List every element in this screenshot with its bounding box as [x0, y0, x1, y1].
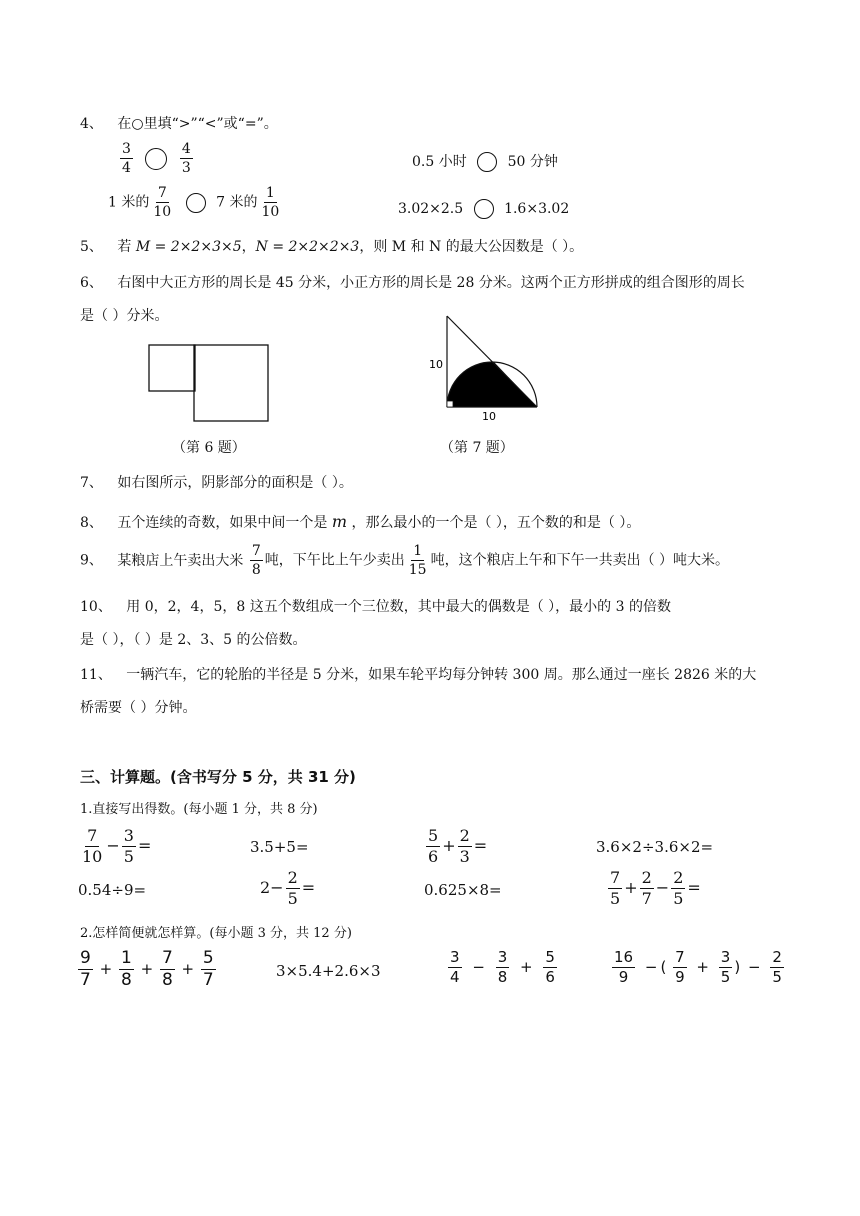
fraction: $\frac{2}{5}$: [673, 868, 684, 908]
compare-circle[interactable]: [474, 199, 494, 219]
question-text: 若: [117, 239, 132, 255]
calc-5: 0.54÷9=: [78, 881, 147, 899]
fraction: $\frac{5}{6}$: [428, 826, 439, 866]
q5-line: [80, 236, 583, 256]
fraction: $\frac{3}{8}$: [497, 948, 508, 986]
fraction: $\frac{5}{7}$: [202, 948, 214, 990]
small-square: [149, 345, 195, 391]
question-number: 10、: [80, 599, 112, 615]
calc-6: 2− $\frac{2}{5}$ =: [260, 868, 316, 908]
compare-circle[interactable]: [186, 193, 206, 213]
fraction: $\frac{4}{3}$: [181, 141, 191, 176]
q10-line2: 是（ ），（ ）是 2、3、5 的公倍数。: [80, 632, 307, 648]
q10-line1: [80, 596, 671, 616]
question-text: 某粮店上午卖出大米: [117, 552, 244, 569]
fraction: $\frac{3}{5}$: [123, 826, 134, 866]
base-length-label: 10: [482, 410, 496, 423]
question-text: 五个连续的奇数，如果中间一个是: [117, 515, 328, 531]
fraction: $\frac{1}{10}$: [261, 185, 280, 220]
calc-4: 3.6×2÷3.6×2=: [596, 838, 714, 856]
compare-left: 3.02×2.5: [398, 201, 464, 217]
question-text: 右图中大正方形的周长是 45 分米，小正方形的周长是 28 分米。这两个正方形拼成的组合图形的周长: [117, 275, 745, 291]
question-text: ，那么最小的一个是（ ），五个数的和是（ ）。: [351, 515, 641, 531]
compare-left: 0.5 小时: [412, 154, 467, 170]
fraction: $\frac{2}{5}$: [772, 948, 782, 986]
fraction: $\frac{7}{10}$: [82, 826, 103, 866]
calc-7: 0.625×8=: [424, 881, 502, 899]
simplify-2: 3×5.4+2.6×3: [276, 962, 381, 980]
question-number: 9、: [80, 552, 103, 569]
question-text: ，则 M 和 N 的最大公因数是（ ）。: [359, 239, 584, 255]
fraction: $\frac{16}{9}$: [614, 948, 634, 986]
question-number: 6、: [80, 275, 103, 291]
q9-line: [80, 544, 729, 577]
question-number: 11、: [80, 667, 112, 683]
q11-line2: 桥需要（ ）分钟。: [80, 700, 197, 716]
q4-compare-c: [108, 186, 283, 219]
calc-3: $\frac{5}{6}$ + $\frac{2}{3}$ =: [428, 826, 488, 866]
question-number: 4、: [80, 116, 103, 132]
variable-m: m: [331, 512, 347, 531]
question-text: 用 0，2，4，5，8 这五个数组成一个三位数，其中最大的偶数是（ ），最小的 3 的倍数: [126, 599, 671, 615]
calc-8: $\frac{7}{5}$ + $\frac{2}{7}$ − $\frac{2}{5}$ =: [610, 868, 701, 908]
q6-line1: [80, 272, 745, 292]
simplify-3: $\frac{3}{4}$ − $\frac{3}{8}$ + $\frac{5}{6}$: [450, 948, 555, 986]
question-text: ，: [241, 239, 256, 255]
fraction: $\frac{2}{5}$: [287, 868, 298, 908]
fraction: $\frac{9}{7}$: [80, 948, 91, 990]
side-length-label: 10: [429, 358, 443, 371]
compare-circle[interactable]: [145, 148, 167, 170]
compare-right: 1.6×3.02: [504, 201, 570, 217]
q6-line2: 是（ ）分米。: [80, 308, 169, 324]
fraction: $\frac{7}{8}$: [251, 543, 261, 578]
question-text: 吨，这个粮店上午和下午一共卖出（ ）吨大米。: [430, 552, 730, 569]
fraction: $\frac{3}{5}$: [720, 948, 731, 986]
question-number: 8、: [80, 515, 103, 531]
expression-n: N = 2×2×2×3: [255, 239, 360, 255]
figure-6-caption: （第 6 题）: [172, 440, 246, 456]
fraction: $\frac{7}{10}$: [153, 185, 172, 220]
q11-line1: [80, 664, 756, 684]
question-text: 如右图所示，阴影部分的面积是（ ）。: [117, 475, 353, 491]
fraction: $\frac{2}{3}$: [459, 826, 470, 866]
section-title: 三、计算题。(含书写分 5 分，共 31 分): [80, 768, 356, 786]
fraction: $\frac{1}{8}$: [120, 948, 132, 990]
fraction: $\frac{7}{9}$: [675, 948, 685, 986]
right-angle-mark: [447, 401, 453, 407]
fraction: $\frac{3}{4}$: [450, 948, 460, 986]
fraction: $\frac{1}{15}$: [408, 543, 427, 578]
figure-6-squares: [148, 344, 270, 424]
q7-line: [80, 472, 353, 492]
fraction: $\frac{5}{6}$: [545, 948, 555, 986]
q4-compare-a: [118, 142, 195, 175]
figure-7-caption: （第 7 题）: [440, 440, 514, 456]
simplify-1: $\frac{9}{7}$ + $\frac{1}{8}$ + $\frac{7}{8}$ + $\frac{5}{7}$: [80, 948, 214, 990]
compare-circle[interactable]: [477, 152, 497, 172]
question-text: 吨，下午比上午少卖出: [264, 552, 405, 569]
calc-1: $\frac{7}{10}$ − $\frac{3}{5}$ =: [82, 826, 152, 866]
q4-compare-d: [398, 199, 569, 219]
part1-title: 1.直接写出得数。(每小题 1 分，共 8 分): [80, 802, 318, 817]
compare-left-prefix: 1 米的: [108, 194, 150, 211]
fraction: $\frac{3}{4}$: [122, 141, 131, 176]
fraction: $\frac{7}{5}$: [610, 868, 621, 908]
part2-title: 2.怎样简便就怎样算。(每小题 3 分，共 12 分): [80, 926, 352, 941]
shaded-region: [447, 362, 537, 407]
compare-right-prefix: 7 米的: [216, 194, 258, 211]
question-number: 5、: [80, 239, 103, 255]
figure-7-triangle-semicircle: [426, 312, 542, 424]
calc-2: 3.5+5=: [250, 838, 309, 856]
large-square: [194, 345, 268, 421]
question-number: 7、: [80, 475, 103, 491]
compare-right: 50 分钟: [507, 154, 558, 170]
expression-m: M = 2×2×3×5: [135, 239, 242, 255]
fraction: $\frac{7}{8}$: [161, 948, 173, 990]
question-text: 在○里填“>”“<”或“=”。: [117, 116, 278, 132]
simplify-4: $\frac{16}{9}$ − ( $\frac{7}{9}$ + $\frac{3}{5}$ ) − $\frac{2}{5}$: [614, 948, 782, 986]
q4-compare-b: [412, 151, 558, 172]
q4-line: [80, 113, 278, 133]
question-text: 一辆汽车，它的轮胎的半径是 5 分米，如果车轮平均每分钟转 300 周。那么通过一座长 2826 米的大: [126, 667, 757, 683]
q8-line: [80, 512, 640, 532]
fraction: $\frac{2}{7}$: [641, 868, 652, 908]
